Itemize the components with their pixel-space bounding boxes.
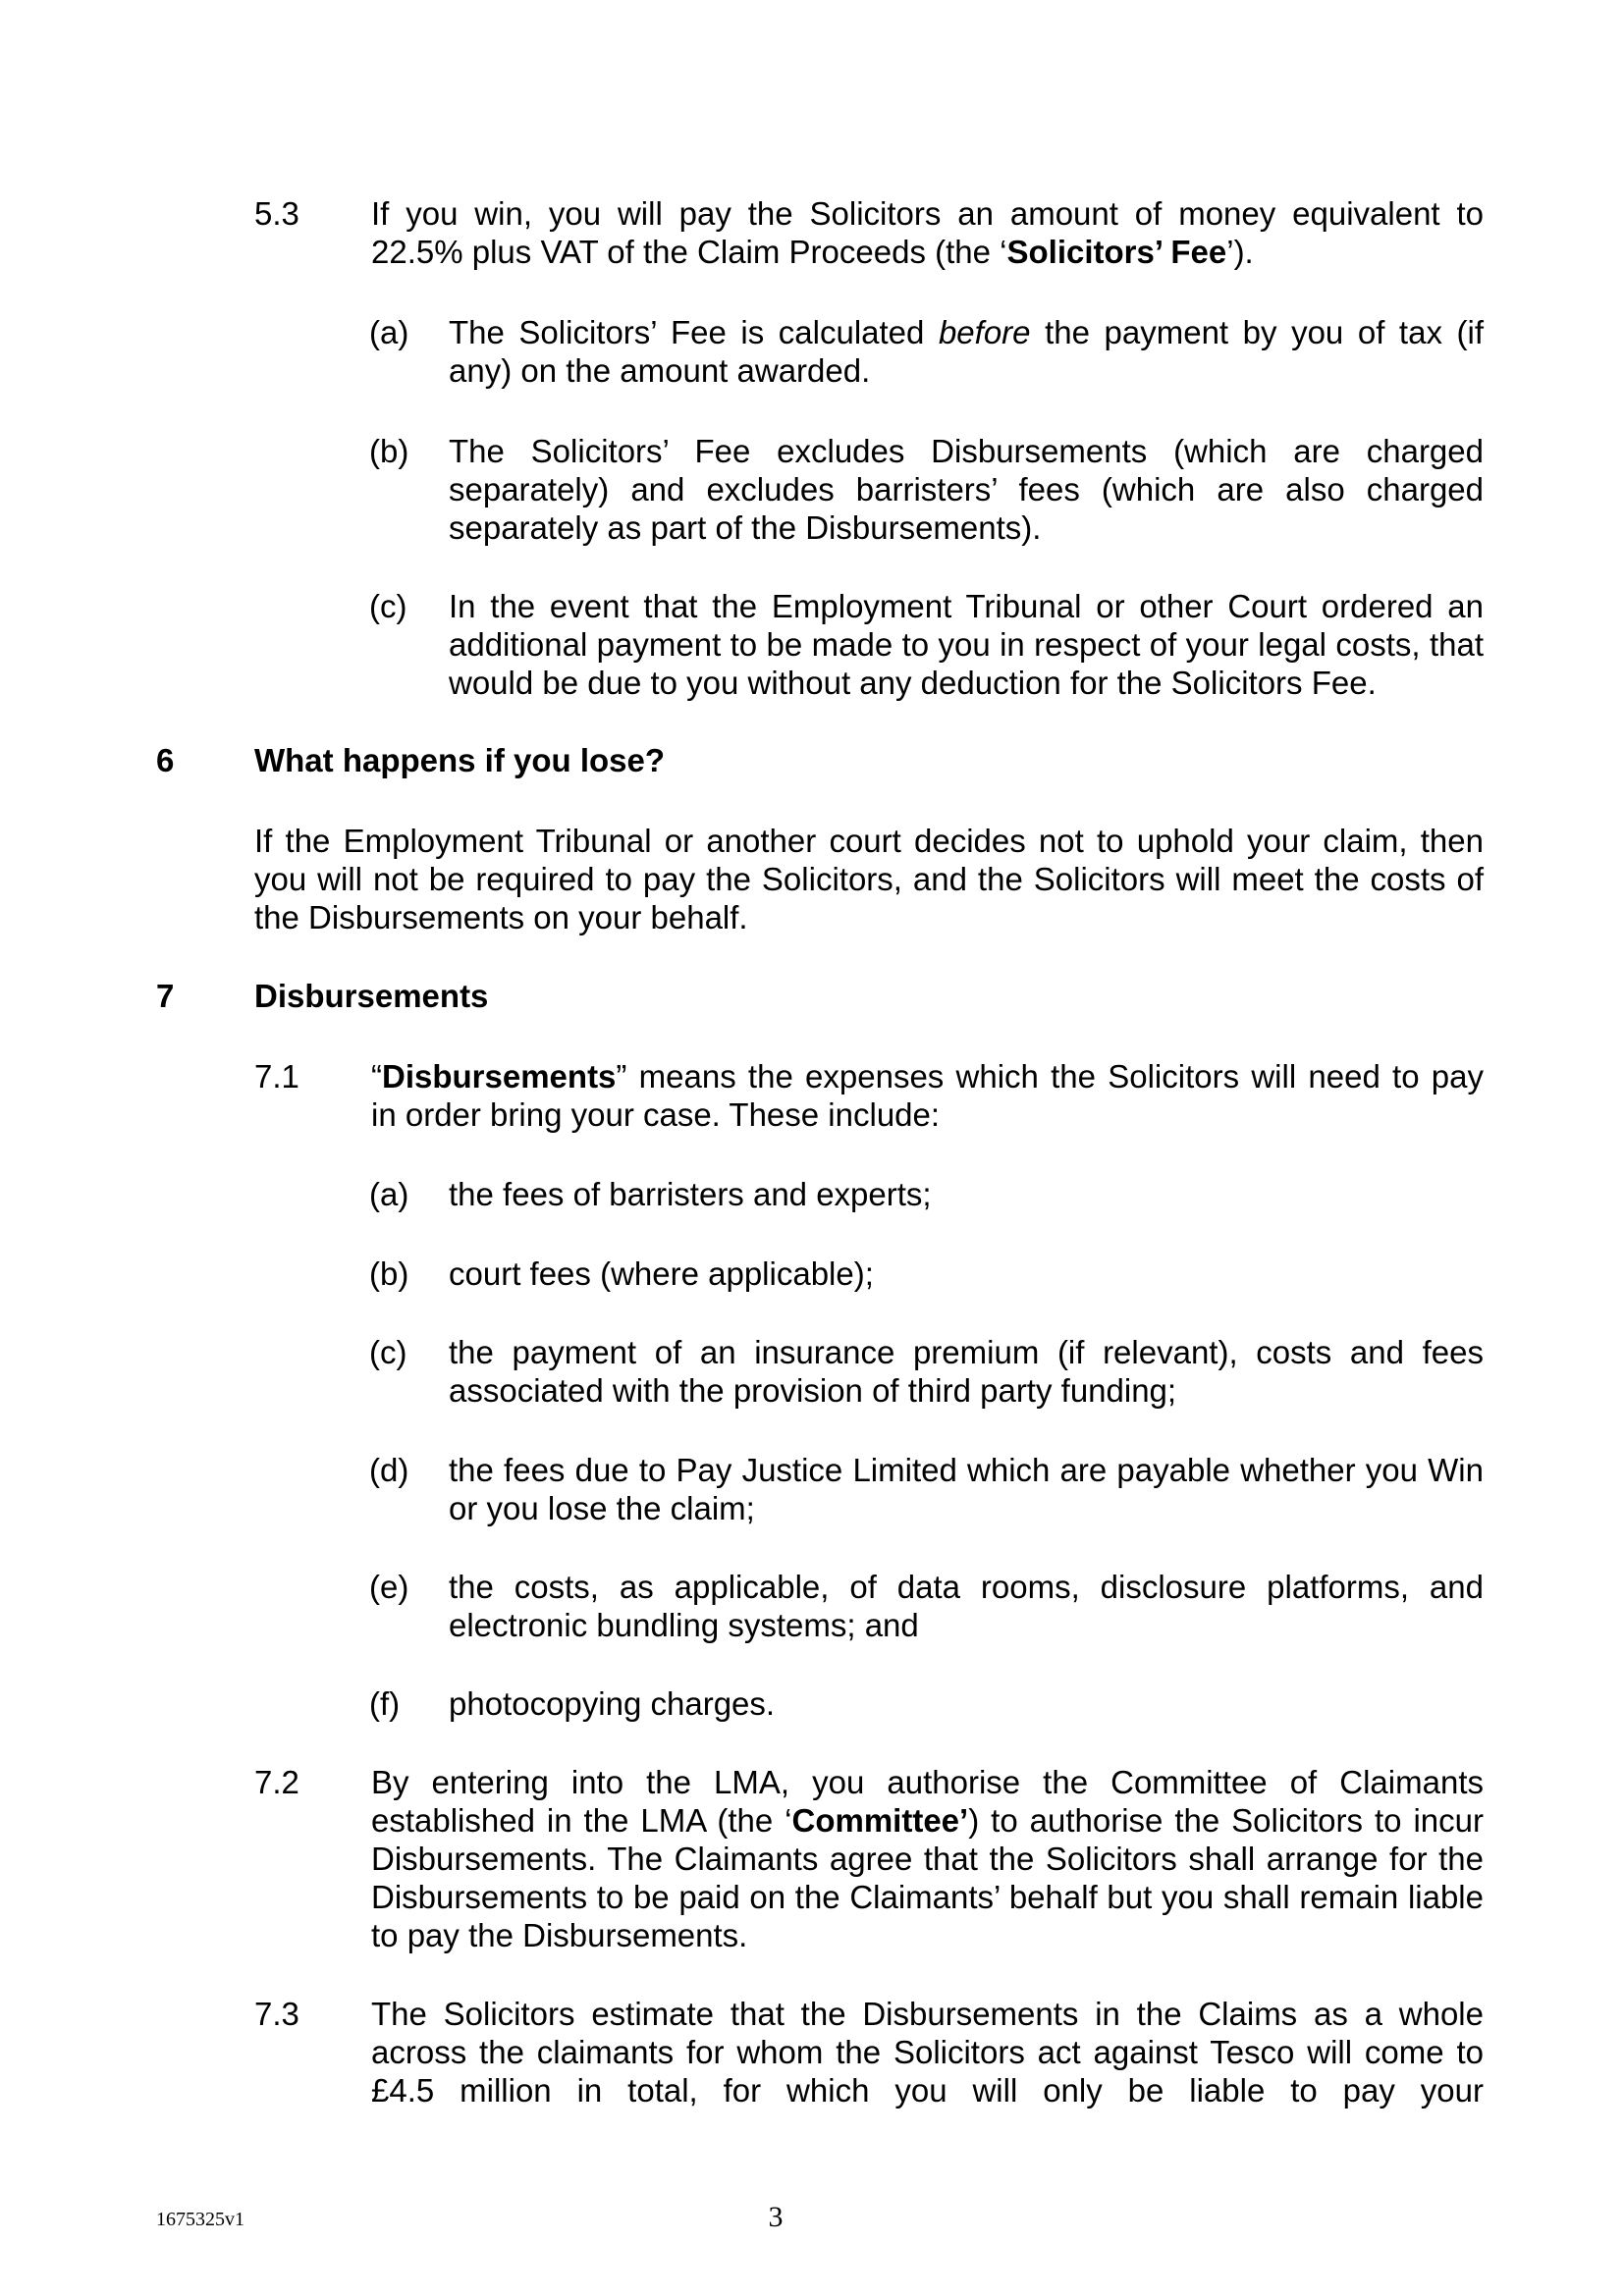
document-reference: 1675325v1 [156,2209,244,2230]
clause-number: 7.3 [254,1996,299,2032]
item-label: (e) [369,1569,409,1605]
clause-number: 5.3 [254,195,299,232]
clause-number: 7.1 [254,1058,299,1095]
clause-7-1-f-text: photocopying charges. [449,1685,776,1722]
item-label: (a) [369,1176,409,1212]
section-6-body: If the Employment Tribunal or another court decides not to uphold your claim, then you will not be required to pay the Solicitors, and the Solicitors will meet the costs of the Disbursements on your behalf. [254,823,1484,935]
clause-7-1-text: “Disbursements” means the expenses which the Solicitors will need to pay in order bring your case. These include: [371,1058,1484,1133]
clause-7-2-text: By entering into the LMA, you authorise the Committee of Claimants established in the LMA (the ‘Committee’) to authorise the Solicitors to incur Disbursements. The Claimants agree that the Solicitors shall arrange for the Disbursements to be paid on the Claimants’ behalf but you shall remain liable to pay the Disbursements. [371,1764,1484,1953]
section-number: 7 [156,978,175,1014]
clause-7-1-d-text: the fees due to Pay Justice Limited which are payable whether you Win or you lose the claim; [449,1452,1484,1526]
clause-5-3-text: If you win, you will pay the Solicitors an amount of money equivalent to 22.5% plus VAT of the Claim Proceeds (the ‘Solicitors’ Fee’). [371,195,1484,270]
item-label: (d) [369,1452,409,1488]
clause-7-3-text: The Solicitors estimate that the Disbursements in the Claims as a whole across the claimants for whom the Solicitors act against Tesco will come to £4.5 million in total, for which you will only be liable to pay your [371,1996,1484,2109]
clause-7-1-b-text: court fees (where applicable); [449,1255,874,1292]
item-label: (c) [369,588,407,624]
clause-number: 7.2 [254,1764,299,1800]
item-label: (b) [369,1255,409,1292]
section-heading: What happens if you lose? [254,742,666,778]
page-number: 3 [768,2201,784,2233]
item-label: (b) [369,433,409,469]
clause-7-1-a-text: the fees of barristers and experts; [449,1176,932,1212]
item-label: (f) [369,1685,401,1722]
section-number: 6 [156,742,175,778]
section-heading: Disbursements [254,978,489,1014]
item-label: (a) [369,314,409,350]
item-label: (c) [369,1334,407,1370]
clause-7-1-c-text: the payment of an insurance premium (if relevant), costs and fees associated with the provision of third party funding; [449,1334,1484,1409]
clause-5-3-a-text: The Solicitors’ Fee is calculated before the payment by you of tax (if any) on the amount awarded. [449,314,1484,389]
clause-5-3-c-text: In the event that the Employment Tribunal or other Court ordered an additional payment to be made to you in respect of your legal costs, that would be due to you without any deduction for the Solicitors Fee. [449,588,1484,701]
clause-5-3-b-text: The Solicitors’ Fee excludes Disbursements (which are charged separately) and excludes barristers’ fees (which are also charged separately as part of the Disbursements). [449,433,1484,546]
clause-7-1-e-text: the costs, as applicable, of data rooms, disclosure platforms, and electronic bundling systems; and [449,1569,1484,1643]
